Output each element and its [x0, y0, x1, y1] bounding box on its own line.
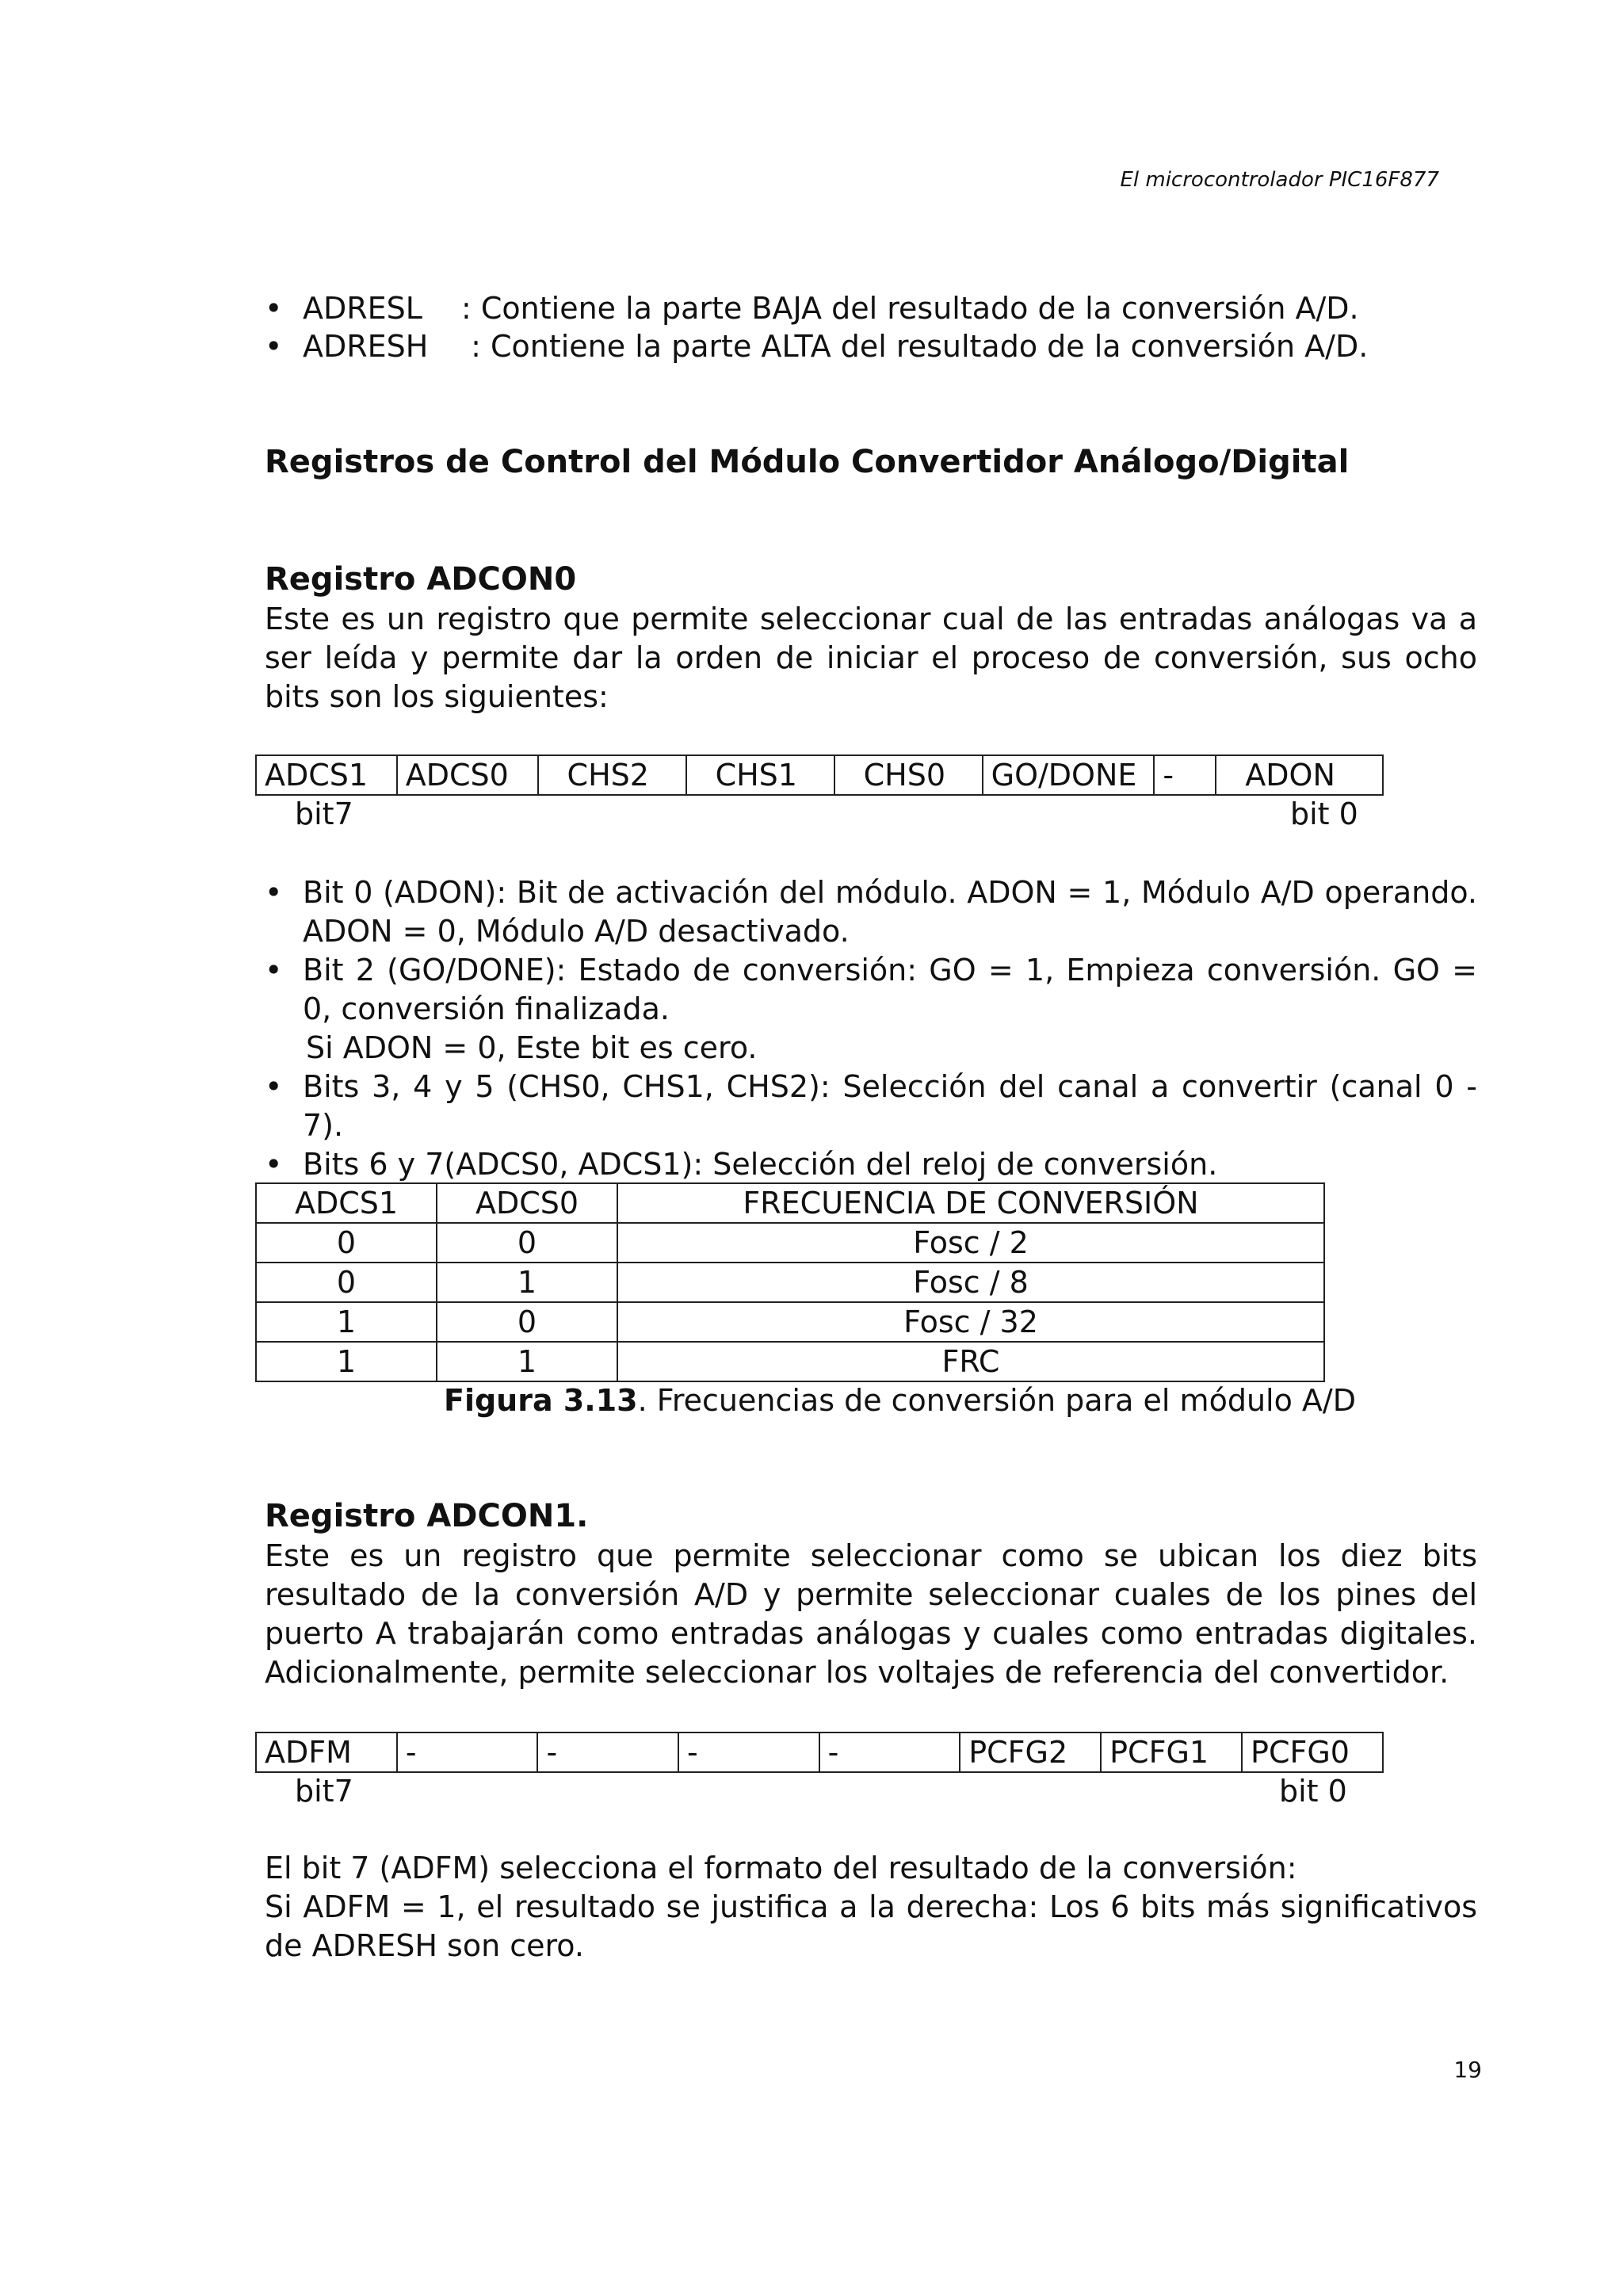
bullet-icon: • [265, 875, 283, 910]
register-description: : Contiene la parte ALTA del resultado de la conversión A/D. [461, 329, 1369, 364]
bit-cell: - [678, 1733, 819, 1772]
table-cell: 1 [256, 1342, 437, 1381]
bit-high-label: bit7 [295, 797, 353, 831]
table-cell: 1 [437, 1342, 617, 1381]
bit-cell: CHS2 [538, 755, 686, 795]
bit-cell: - [537, 1733, 678, 1772]
section-title: Registros de Control del Módulo Convertidor Análogo/Digital [265, 444, 1350, 480]
adfm-description: Si ADFM = 1, el resultado se justifica a la derecha: Los 6 bits más significativos de ADRESH son cero. [265, 1889, 1477, 1963]
bit-cell: CHS0 [834, 755, 983, 795]
bit-cell: CHS1 [686, 755, 834, 795]
bit-low-label: bit 0 [1290, 797, 1358, 831]
table-cell: FRC [617, 1342, 1324, 1381]
bit-cell: PCFG0 [1242, 1733, 1383, 1772]
adfm-intro: El bit 7 (ADFM) selecciona el formato del resultado de la conversión: [265, 1851, 1297, 1885]
frequency-table [255, 1182, 1325, 1382]
column-header: ADCS0 [437, 1183, 617, 1223]
list-item [265, 951, 1477, 1029]
adcon0-bit-list [265, 873, 1477, 1184]
bit-cell: GO/DONE [983, 755, 1155, 795]
bit-cell: ADCS1 [256, 755, 397, 795]
figure-label: Figura 3.13 [444, 1383, 638, 1418]
bit-cell: ADFM [256, 1733, 397, 1772]
table-row [256, 755, 1383, 795]
bit-cell: ADCS0 [397, 755, 538, 795]
bit-cell: - [819, 1733, 960, 1772]
bit-cell: - [397, 1733, 538, 1772]
list-item-text: Bits 6 y 7(ADCS0, ADCS1): Selección del reloj de conversión. [303, 1147, 1218, 1182]
table-cell: 0 [256, 1263, 437, 1302]
register-name: ADRESL [303, 291, 422, 326]
register-name: ADRESH [303, 329, 429, 364]
list-item [265, 327, 1477, 365]
adcon1-title: Registro ADCON1. [265, 1498, 589, 1534]
table-row [256, 1302, 1324, 1342]
table-cell: Fosc / 2 [617, 1223, 1324, 1263]
bit-cell: - [1154, 755, 1216, 795]
adcon0-title: Registro ADCON0 [265, 561, 577, 598]
register-list [265, 289, 1477, 365]
list-item [265, 1068, 1477, 1145]
adcon1-bit-table [255, 1732, 1384, 1773]
bit-high-label: bit7 [295, 1774, 353, 1809]
bit-cell: ADON [1216, 755, 1383, 795]
bullet-icon: • [265, 291, 283, 326]
table-row [256, 1263, 1324, 1302]
list-item-text: Bit 2 (GO/DONE): Estado de conversión: GO = 1, Empieza conversión. GO = 0, conversión finalizada. [303, 953, 1477, 1026]
register-description: : Contiene la parte BAJA del resultado de la conversión A/D. [461, 291, 1359, 326]
list-item [265, 873, 1477, 951]
column-header: ADCS1 [256, 1183, 437, 1223]
table-cell: Fosc / 32 [617, 1302, 1324, 1342]
table-cell: 0 [256, 1223, 437, 1263]
running-header: El microcontrolador PIC16F877 [1120, 168, 1439, 192]
column-header: FRECUENCIA DE CONVERSIÓN [617, 1183, 1324, 1223]
list-item-text: Bits 3, 4 y 5 (CHS0, CHS1, CHS2): Selección del canal a convertir (canal 0 - 7). [303, 1069, 1477, 1143]
figure-caption [444, 1383, 1356, 1418]
table-row [256, 1733, 1383, 1772]
list-item-note: Si ADON = 0, Este bit es cero. [306, 1030, 758, 1065]
bullet-icon: • [265, 953, 283, 988]
list-item [265, 1145, 1477, 1184]
page-number: 19 [1453, 2057, 1482, 2083]
table-row [256, 1342, 1324, 1381]
bit-low-label: bit 0 [1279, 1774, 1347, 1809]
table-cell: 0 [437, 1223, 617, 1263]
list-item [265, 289, 1477, 327]
table-cell: 1 [437, 1263, 617, 1302]
bullet-icon: • [265, 1147, 283, 1182]
table-cell: 0 [437, 1302, 617, 1342]
bullet-icon: • [265, 1069, 283, 1104]
bit-cell: PCFG1 [1101, 1733, 1242, 1772]
figure-caption-text: . Frecuencias de conversión para el módulo A/D [637, 1383, 1356, 1418]
adcon0-bit-table [255, 755, 1384, 796]
adcon0-description: Este es un registro que permite seleccionar cual de las entradas análogas va a ser leída y permite dar la orden de iniciar el proceso de conversión, sus ocho bits son los siguientes: [265, 602, 1477, 714]
table-row [256, 1223, 1324, 1263]
table-header-row [256, 1183, 1324, 1223]
bit-cell: PCFG2 [960, 1733, 1101, 1772]
bullet-icon: • [265, 329, 283, 364]
table-cell: 1 [256, 1302, 437, 1342]
table-cell: Fosc / 8 [617, 1263, 1324, 1302]
adcon1-description: Este es un registro que permite seleccionar como se ubican los diez bits resultado de la conversión A/D y permite seleccionar cuales de los pines del puerto A trabajarán como entradas análogas y cuales como entradas digitales. Adicionalmente, permite seleccionar los voltajes de referencia del convertidor. [265, 1538, 1477, 1690]
list-item-text: Bit 0 (ADON): Bit de activación del módulo. ADON = 1, Módulo A/D operando. ADON = 0, Módulo A/D desactivado. [303, 875, 1477, 949]
